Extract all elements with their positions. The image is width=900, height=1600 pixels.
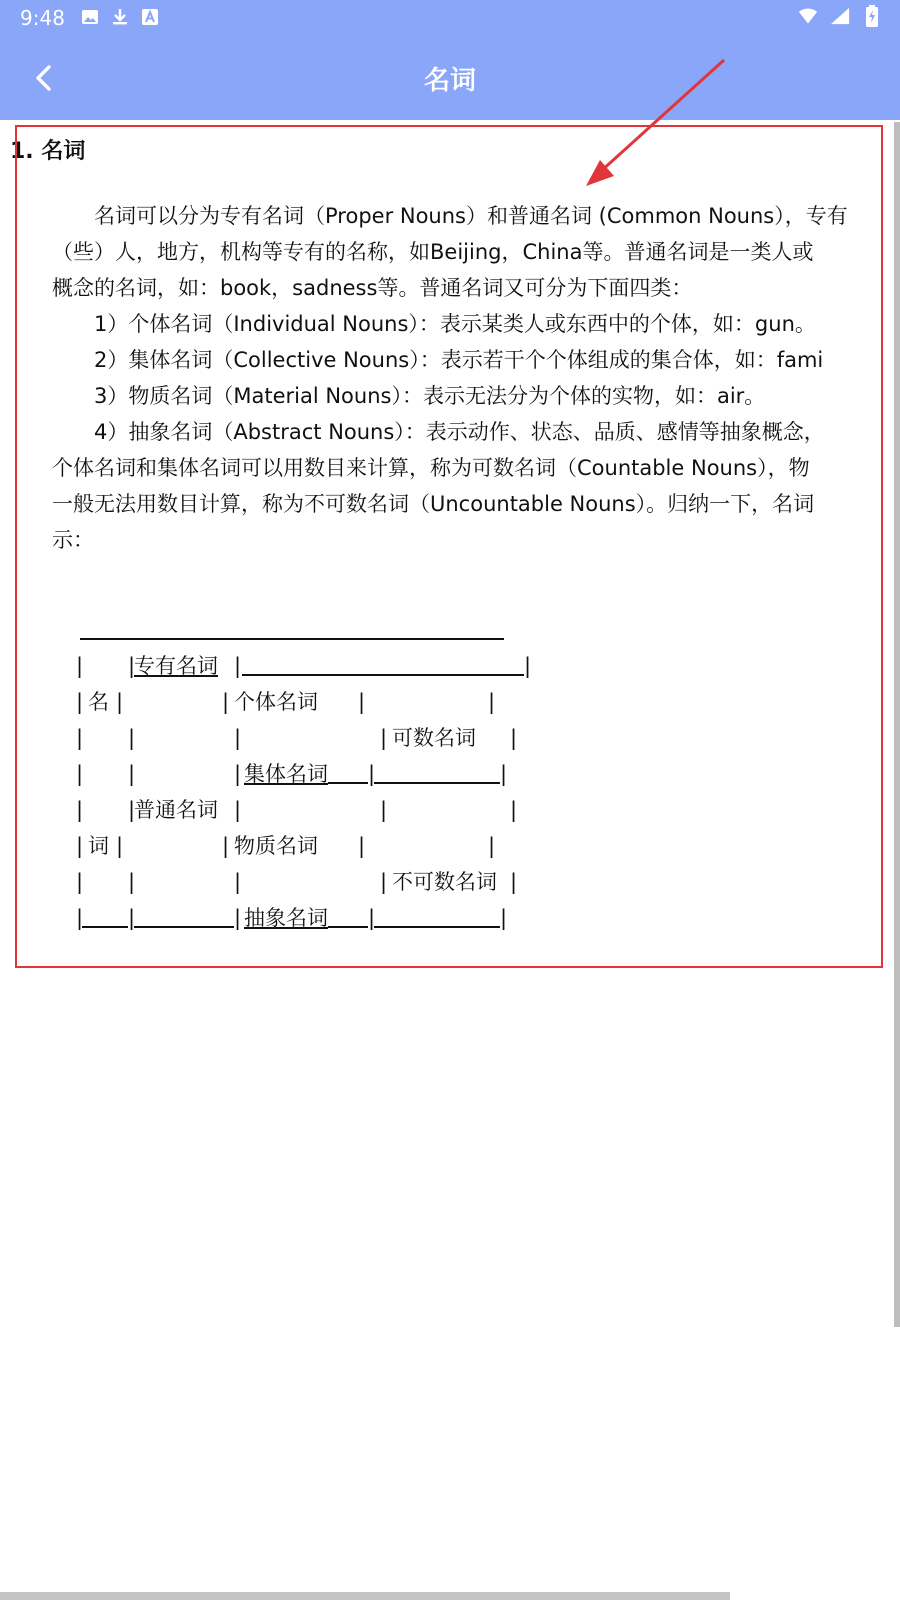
status-right-icons: [798, 6, 882, 26]
signal-icon: [830, 6, 850, 26]
app-bar: [0, 36, 900, 120]
diagram-row: [52, 684, 572, 720]
diagram-row: [52, 828, 572, 864]
diagram-row: [52, 720, 572, 756]
countable-noun-label: 可数名词: [392, 726, 476, 750]
diagram-rule: [134, 926, 234, 928]
noun-classification-diagram: [52, 612, 572, 936]
diagram-rule: [328, 782, 368, 784]
diagram-divider: |: [76, 906, 84, 930]
paragraph-line: 一般无法用数目计算，称为不可数名词（Uncountable Nouns）。归纳一下，名词: [52, 492, 815, 516]
diagram-divider: |: [222, 834, 230, 858]
diagram-divider: |: [358, 834, 366, 858]
diagram-divider: |: [128, 798, 136, 822]
individual-noun-label: 个体名词: [234, 690, 318, 714]
diagram-divider: |: [510, 726, 518, 750]
diagram-divider: |: [76, 762, 84, 786]
diagram-divider: |: [234, 798, 242, 822]
diagram-rule: [374, 782, 500, 784]
paragraph-line: 名词可以分为专有名词（Proper Nouns）和普通名词 (Common Nouns），专有: [52, 204, 848, 228]
vertical-scrollbar[interactable]: [894, 122, 900, 1327]
uncountable-noun-label: 不可数名词: [392, 870, 497, 894]
diagram-row: [52, 792, 572, 828]
collective-noun-label: 集体名词: [244, 762, 328, 786]
proper-noun-label: 专有名词: [134, 654, 218, 678]
diagram-rule: [80, 638, 504, 640]
diagram-divider: |: [128, 726, 136, 750]
abstract-noun-label: 抽象名词: [244, 906, 328, 930]
diagram-divider: |: [500, 906, 508, 930]
paragraph-line: 1）个体名词（Individual Nouns）：表示某类人或东西中的个体，如：gun。: [52, 312, 816, 336]
paragraph-line: 概念的名词，如：book，sadness等。普通名词又可分为下面四类：: [52, 276, 693, 300]
diagram-divider: |: [128, 906, 136, 930]
horizontal-scrollbar[interactable]: [0, 1592, 730, 1600]
text-icon: [140, 7, 160, 27]
diagram-divider: |: [234, 906, 242, 930]
diagram-row: [52, 900, 572, 936]
diagram-divider: |: [380, 870, 388, 894]
diagram-divider: |: [116, 834, 124, 858]
material-noun-label: 物质名词: [234, 834, 318, 858]
diagram-divider: |: [488, 834, 496, 858]
image-icon: [80, 7, 100, 27]
noun-char-bottom: 词: [88, 834, 109, 858]
diagram-divider: |: [510, 798, 518, 822]
diagram-divider: |: [76, 690, 84, 714]
diagram-divider: |: [488, 690, 496, 714]
diagram-divider: |: [76, 870, 84, 894]
diagram-rule: [242, 674, 524, 676]
diagram-divider: |: [76, 834, 84, 858]
diagram-divider: |: [222, 690, 230, 714]
status-left-icons: [80, 7, 160, 27]
diagram-divider: |: [234, 654, 242, 678]
wifi-icon: [798, 6, 818, 26]
diagram-divider: |: [500, 762, 508, 786]
diagram-divider: |: [358, 690, 366, 714]
diagram-rule: [374, 926, 500, 928]
diagram-rule: [328, 926, 368, 928]
paragraph-line: 示：: [52, 528, 94, 552]
diagram-divider: |: [76, 798, 84, 822]
diagram-divider: |: [116, 690, 124, 714]
diagram-divider: |: [128, 654, 136, 678]
paragraph-line: 3）物质名词（Material Nouns）：表示无法分为个体的实物，如：air。: [52, 384, 766, 408]
article-paragraph: [52, 198, 892, 558]
article-content[interactable]: [0, 120, 900, 1600]
status-bar: [0, 0, 900, 36]
diagram-divider: |: [510, 870, 518, 894]
page-title: 名词: [423, 66, 476, 96]
noun-char-top: 名: [88, 690, 109, 714]
diagram-divider: |: [76, 726, 84, 750]
diagram-divider: |: [128, 870, 136, 894]
diagram-divider: |: [76, 654, 84, 678]
diagram-divider: |: [380, 798, 388, 822]
paragraph-line: 4）抽象名词（Abstract Nouns）：表示动作、状态、品质、感情等抽象概念，: [52, 420, 825, 444]
paragraph-line: （些）人，地方，机构等专有的名称，如Beijing，China等。普通名词是一类人或: [52, 240, 814, 264]
battery-icon: [862, 6, 882, 26]
common-noun-label: 普通名词: [134, 798, 218, 822]
diagram-row: [52, 864, 572, 900]
diagram-divider: |: [524, 654, 532, 678]
download-icon: [110, 7, 130, 27]
diagram-row: [52, 612, 572, 648]
section-heading: 1. 名词: [10, 139, 86, 164]
diagram-row: [52, 756, 572, 792]
diagram-divider: |: [128, 762, 136, 786]
diagram-divider: |: [234, 726, 242, 750]
paragraph-line: 个体名词和集体名词可以用数目来计算，称为可数名词（Countable Nouns），物: [52, 456, 810, 480]
diagram-row: [52, 648, 572, 684]
paragraph-line: 2）集体名词（Collective Nouns）：表示若干个个体组成的集合体，如：fami: [52, 348, 824, 372]
diagram-divider: |: [380, 726, 388, 750]
status-time: 9:48: [20, 6, 65, 30]
diagram-divider: |: [234, 762, 242, 786]
diagram-divider: |: [368, 906, 376, 930]
diagram-divider: |: [368, 762, 376, 786]
diagram-divider: |: [234, 870, 242, 894]
diagram-rule: [82, 926, 128, 928]
